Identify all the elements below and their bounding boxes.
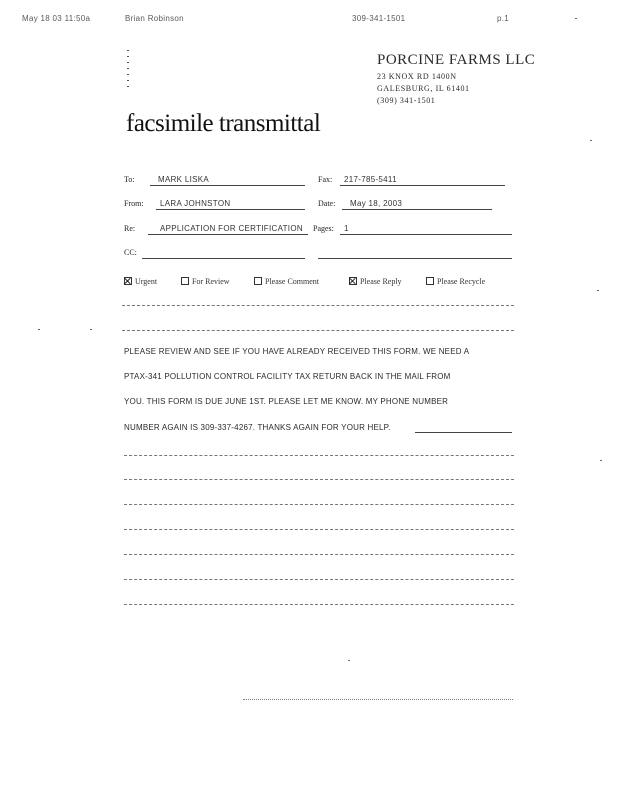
option-label: Please Comment xyxy=(265,277,319,286)
checkbox-icon[interactable] xyxy=(181,277,189,285)
cc-label: CC: xyxy=(124,248,137,257)
option-urgent[interactable] xyxy=(124,277,157,286)
company-address-line: GALESBURG, IL 61401 xyxy=(377,84,470,93)
scan-speck xyxy=(600,460,602,461)
blank-ruled-line xyxy=(124,529,514,530)
checkbox-icon[interactable] xyxy=(426,277,434,285)
fax-underline xyxy=(340,185,505,186)
re-label: Re: xyxy=(124,224,136,233)
cc-underline-right xyxy=(318,258,512,259)
option-label: Urgent xyxy=(135,277,158,286)
separator-line xyxy=(122,305,514,306)
message-line: PLEASE REVIEW AND SEE IF YOU HAVE ALREADY RECEIVED THIS FORM. WE NEED A xyxy=(124,347,470,356)
date-value: May 18, 2003 xyxy=(350,199,403,208)
company-name: PORCINE FARMS LLC xyxy=(377,52,536,68)
option-label: Please Recycle xyxy=(437,277,486,286)
from-underline xyxy=(156,209,305,210)
scan-speck xyxy=(575,18,577,19)
option-for-review[interactable] xyxy=(181,277,230,286)
option-please-comment[interactable] xyxy=(254,277,319,286)
company-address-line: 23 KNOX RD 1400N xyxy=(377,72,457,81)
option-label: Please Reply xyxy=(360,277,402,286)
message-line: YOU. THIS FORM IS DUE JUNE 1ST. PLEASE LET ME KNOW. MY PHONE NUMBER xyxy=(124,397,449,406)
fax-header-sender: Brian Robinson xyxy=(125,14,184,23)
fax-header-phone: 309-341-1501 xyxy=(352,14,406,23)
bottom-dotted-line xyxy=(243,699,513,700)
document-title: facsimile transmittal xyxy=(126,110,321,137)
pages-underline xyxy=(340,234,512,235)
from-label: From: xyxy=(124,199,144,208)
to-label: To: xyxy=(124,175,135,184)
from-value: LARA JOHNSTON xyxy=(160,199,231,208)
separator-line xyxy=(122,330,514,331)
message-line: NUMBER AGAIN IS 309-337-4267. THANKS AGAIN FOR YOUR HELP. xyxy=(124,423,391,432)
cc-underline xyxy=(142,258,305,259)
to-value: MARK LISKA xyxy=(158,175,210,184)
date-underline xyxy=(342,209,492,210)
scan-speck xyxy=(38,329,40,330)
message-underline xyxy=(415,432,512,433)
checkbox-icon[interactable] xyxy=(349,277,357,285)
checkbox-icon[interactable] xyxy=(124,277,132,285)
fax-label: Fax: xyxy=(318,175,333,184)
pages-label: Pages: xyxy=(313,224,334,233)
fax-value: 217-785-5411 xyxy=(344,175,397,184)
scan-speck xyxy=(597,290,599,291)
re-underline xyxy=(148,234,308,235)
checkbox-icon[interactable] xyxy=(254,277,262,285)
decorative-dotted-line xyxy=(127,50,129,90)
company-phone-line: (309) 341-1501 xyxy=(377,96,436,105)
date-label: Date: xyxy=(318,199,336,208)
blank-ruled-line xyxy=(124,504,514,505)
option-label: For Review xyxy=(192,277,230,286)
pages-value: 1 xyxy=(344,224,349,233)
blank-ruled-line xyxy=(124,455,514,456)
to-underline xyxy=(150,185,305,186)
option-please-recycle[interactable] xyxy=(426,277,485,286)
fax-header-datetime: May 18 03 11:50a xyxy=(22,14,91,23)
blank-ruled-line xyxy=(124,554,514,555)
scan-speck xyxy=(90,329,92,330)
message-line: PTAX-341 POLLUTION CONTROL FACILITY TAX RETURN BACK IN THE MAIL FROM xyxy=(124,372,451,381)
re-value: APPLICATION FOR CERTIFICATION xyxy=(160,224,303,233)
blank-ruled-line xyxy=(124,579,514,580)
fax-header-page: p.1 xyxy=(497,14,510,23)
scan-speck xyxy=(348,660,350,661)
blank-ruled-line xyxy=(124,604,514,605)
blank-ruled-line xyxy=(124,479,514,480)
scan-speck xyxy=(590,140,592,141)
option-please-reply[interactable] xyxy=(349,277,402,286)
